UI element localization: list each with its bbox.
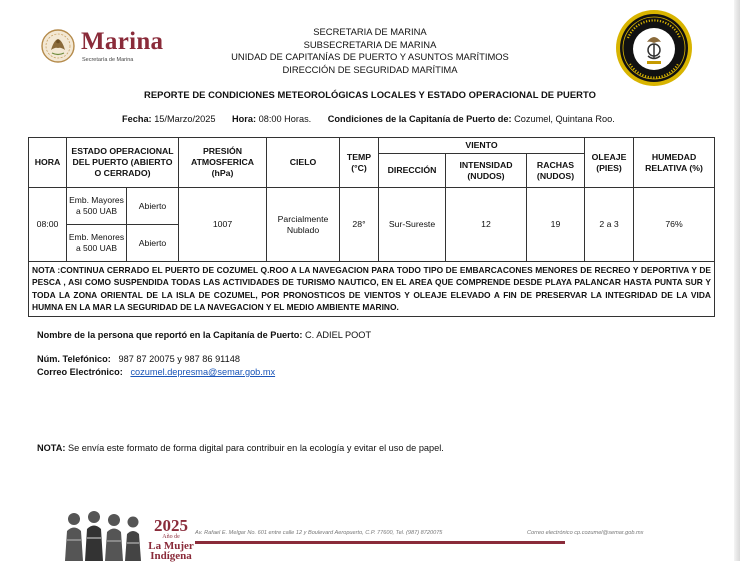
marina-logo <box>40 28 180 68</box>
fecha-label: Fecha: <box>122 114 152 124</box>
cell-direccion: Sur-Sureste <box>379 188 446 262</box>
table-note: NOTA :CONTINUA CERRADO EL PUERTO DE COZUMEL Q.ROO A LA NAVEGACION PARA TODO TIPO DE EMBARCACONES MENORES DE RECREO Y DEPORTIVA Y DE PESCA , ASI COMO SUSPENDIDA TODAS LAS ACTIVIDADES DE TURISMO NAUTICO, EN EL AREA QUE COMPRENDE DESDE PLAYA PALANCAR HASTA PUNTA SUR Y TODA LA ZONA ORIENTAL DE LA ISLA DE COZUMEL, POR PRONOSTICOS DE VIENTOS Y OLEAJE ELEVADO A FIN DE PRESERVAR LA INTEGRIDAD DE LA VIDA HUMNA EN LA MAR LA SEGURIDAD DE LA NAVEGACION Y EL MEDIO AMBIENTE MARINO. <box>29 262 715 317</box>
header-oleaje: OLEAJE (PIES) <box>585 138 634 188</box>
brand-name: Marina <box>81 28 164 55</box>
year-sub: Año de <box>162 534 180 540</box>
header-line: SECRETARIA DE MARINA <box>313 26 427 37</box>
email-link[interactable]: cozumel.depresma@semar.gob.mx <box>130 367 276 377</box>
header-line: SUBSECRETARIA DE MARINA <box>303 38 437 50</box>
header-presion: PRESIÓN ATMOSFERICA (hPa) <box>179 138 267 188</box>
header-rachas: RACHAS (NUDOS) <box>527 154 585 188</box>
report-title: REPORTE DE CONDICIONES METEOROLÓGICAS LOCALES Y ESTADO OPERACIONAL DE PUERTO <box>144 89 596 100</box>
capitania-value: Cozumel, Quintana Roo. <box>514 114 615 124</box>
cell-intensidad: 12 <box>446 188 527 262</box>
email-line <box>37 366 275 379</box>
bottom-note-label: NOTA: <box>37 443 66 453</box>
year-line-1: La Mujer <box>148 540 194 552</box>
anniversary-seal-icon <box>614 8 694 88</box>
header-line: UNIDAD DE CAPITANÍAS DE PUERTO Y ASUNTOS MARÍTIMOS <box>231 51 509 63</box>
indigenous-women-figures-icon <box>60 509 146 561</box>
cell-humedad: 76% <box>634 188 715 262</box>
page-edge-shadow <box>734 0 740 561</box>
header-line: DIRECCIÓN DE SEGURIDAD MARÍTIMA <box>282 63 458 75</box>
header-cielo: CIELO <box>267 138 340 188</box>
year-line-2: Indígena <box>150 550 192 562</box>
capitania-label: Condiciones de la Capitanía de Puerto de: <box>327 114 512 124</box>
footer-email: Correo electrónico cp.cozumel@semar.gob.mx <box>527 530 644 536</box>
header-viento: VIENTO <box>379 138 585 154</box>
year-number: 2025 <box>154 516 188 535</box>
cell-cielo: Parcialmente Nublado <box>267 188 340 262</box>
header-institution-lines <box>200 26 540 76</box>
cell-estado-mayores: Abierto <box>127 188 179 225</box>
bottom-note-text: Se envía este formato de forma digital para contribuir en la ecología y evitar el uso de papel. <box>67 443 444 453</box>
header-temp: TEMP (°C) <box>340 138 379 188</box>
contact-block <box>37 353 275 379</box>
table-note-row <box>29 262 715 317</box>
header-direccion: DIRECCIÓN <box>379 154 446 188</box>
header-humedad: HUMEDAD RELATIVA (%) <box>634 138 715 188</box>
cell-rachas: 19 <box>527 188 585 262</box>
header-intensidad: INTENSIDAD (NUDOS) <box>446 154 527 188</box>
reporter-label: Nombre de la persona que reportó en la Capitanía de Puerto: <box>37 330 303 340</box>
reporter-value: C. ADIEL POOT <box>305 330 372 340</box>
report-info-line <box>122 114 615 124</box>
cell-emb-menores: Emb. Menores a 500 UAB <box>67 225 127 262</box>
reporter-line <box>37 330 371 340</box>
footer-address: Av. Rafael E. Melgar No. 601 entre calle 12 y Boulevard Aeropuerto, C.P. 77600, Tel. (987) 8720075 <box>195 530 443 536</box>
phone-line <box>37 353 275 366</box>
cell-presion: 1007 <box>179 188 267 262</box>
conditions-table <box>28 137 715 317</box>
cell-estado-menores: Abierto <box>127 225 179 262</box>
phone-value: 987 87 20075 y 987 86 91148 <box>118 354 240 364</box>
eagle-emblem-icon <box>40 28 76 64</box>
header-estado: ESTADO OPERACIONAL DEL PUERTO (ABIERTO O CERRADO) <box>67 138 179 188</box>
cell-hora: 08:00 <box>29 188 67 262</box>
brand-subtitle: Secretaría de Marina <box>82 57 134 63</box>
hora-label: Hora: <box>232 114 257 124</box>
cell-emb-mayores: Emb. Mayores a 500 UAB <box>67 188 127 225</box>
year-logo <box>147 518 195 561</box>
table-row <box>29 188 715 225</box>
fecha-value: 15/Marzo/2025 <box>154 114 216 124</box>
bottom-note <box>37 443 444 453</box>
header-hora: HORA <box>29 138 67 188</box>
footer-divider <box>195 541 565 544</box>
cell-oleaje: 2 a 3 <box>585 188 634 262</box>
cell-temp: 28° <box>340 188 379 262</box>
email-label: Correo Electrónico: <box>37 367 123 377</box>
phone-label: Núm. Telefónico: <box>37 354 111 364</box>
hora-value: 08:00 Horas. <box>258 114 312 124</box>
